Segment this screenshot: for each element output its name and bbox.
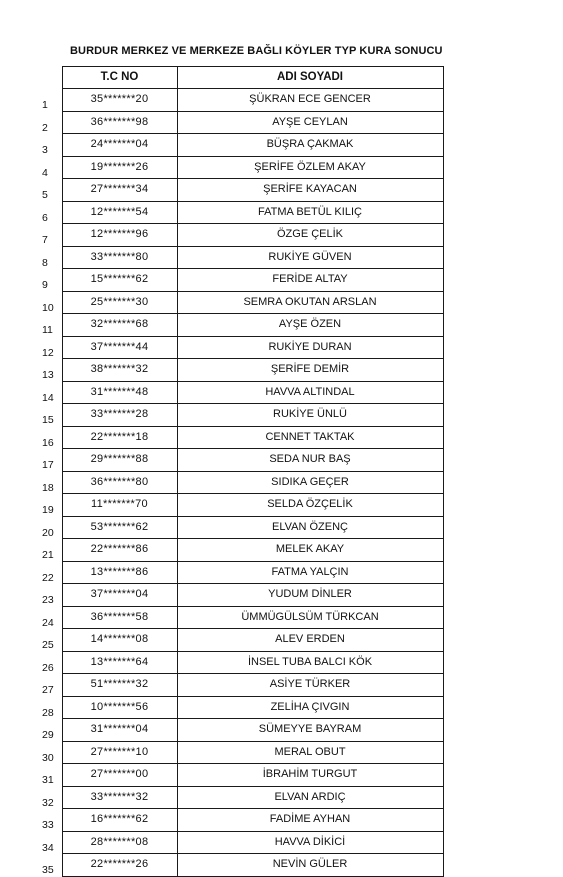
table-row	[41, 201, 443, 224]
table-row	[41, 696, 443, 719]
tc-no-cell: 22*******86	[62, 539, 177, 562]
name-cell: MELEK AKAY	[177, 539, 443, 562]
table-row	[41, 539, 443, 562]
table-body	[41, 89, 443, 877]
row-number: 29	[42, 729, 54, 741]
results-table	[41, 66, 444, 877]
tc-no-cell: 13*******86	[62, 561, 177, 584]
row-number: 11	[42, 324, 53, 336]
tc-no-cell: 12*******54	[62, 201, 177, 224]
name-cell: RUKİYE DURAN	[177, 336, 443, 359]
row-number: 23	[42, 594, 54, 606]
tc-no-cell: 51*******32	[62, 674, 177, 697]
tc-no-cell: 22*******26	[62, 854, 177, 877]
row-number: 22	[42, 571, 54, 584]
row-number: 33	[42, 819, 54, 831]
tc-no-cell: 36*******98	[62, 111, 177, 134]
row-number: 28	[42, 706, 54, 719]
row-number: 31	[42, 774, 54, 786]
tc-no-header: T.C NO	[62, 67, 177, 89]
tc-no-cell: 29*******88	[62, 449, 177, 472]
tc-no-cell: 10*******56	[62, 696, 177, 719]
row-number: 19	[42, 504, 54, 516]
table-header	[41, 67, 443, 89]
tc-no-cell: 15*******62	[62, 269, 177, 292]
tc-no-cell: 16*******62	[62, 809, 177, 832]
table-row	[41, 314, 443, 337]
tc-no-cell: 27*******34	[62, 179, 177, 202]
name-cell: FATMA YALÇIN	[177, 561, 443, 584]
table-row	[41, 719, 443, 742]
name-cell: İBRAHİM TURGUT	[177, 764, 443, 787]
name-cell: ALEV ERDEN	[177, 629, 443, 652]
tc-no-cell: 24*******04	[62, 134, 177, 157]
table-row	[41, 336, 443, 359]
name-cell: ASİYE TÜRKER	[177, 674, 443, 697]
name-cell: ŞERİFE KAYACAN	[177, 179, 443, 202]
tc-no-cell: 27*******00	[62, 764, 177, 787]
name-cell: ZELİHA ÇIVGIN	[177, 696, 443, 719]
name-cell: RUKİYE GÜVEN	[177, 246, 443, 269]
row-number: 8	[42, 256, 48, 269]
row-number: 10	[42, 301, 54, 314]
row-number: 14	[42, 391, 54, 404]
row-number: 26	[42, 661, 54, 674]
row-number: 35	[42, 864, 54, 876]
table-row	[41, 516, 443, 539]
row-number: 27	[42, 684, 54, 696]
table-row	[41, 449, 443, 472]
tc-no-cell: 53*******62	[62, 516, 177, 539]
tc-no-cell: 37*******44	[62, 336, 177, 359]
tc-no-cell: 33*******80	[62, 246, 177, 269]
table-row	[41, 786, 443, 809]
table-row	[41, 651, 443, 674]
row-number: 16	[42, 436, 54, 449]
name-cell: MERAL OBUT	[177, 741, 443, 764]
tc-no-cell: 13*******64	[62, 651, 177, 674]
tc-no-cell: 22*******18	[62, 426, 177, 449]
row-number: 24	[42, 616, 54, 629]
table-row	[41, 179, 443, 202]
row-number: 34	[42, 841, 54, 854]
row-number: 20	[42, 526, 54, 539]
name-cell: YUDUM DİNLER	[177, 584, 443, 607]
table-row	[41, 246, 443, 269]
table-row	[41, 291, 443, 314]
tc-no-cell: 36*******58	[62, 606, 177, 629]
tc-no-cell: 28*******08	[62, 831, 177, 854]
tc-no-cell: 33*******32	[62, 786, 177, 809]
name-cell: AYŞE ÖZEN	[177, 314, 443, 337]
table-row	[41, 404, 443, 427]
name-cell: FADİME AYHAN	[177, 809, 443, 832]
table-row	[41, 134, 443, 157]
results-table-container	[41, 66, 444, 877]
name-header: ADI SOYADI	[177, 67, 443, 89]
row-number: 32	[42, 796, 54, 809]
table-row	[41, 89, 443, 112]
row-number: 1	[42, 99, 48, 111]
row-number: 7	[42, 234, 48, 246]
tc-no-cell: 33*******28	[62, 404, 177, 427]
row-number: 21	[42, 549, 54, 561]
tc-no-cell: 19*******26	[62, 156, 177, 179]
row-number: 4	[42, 166, 48, 179]
table-row	[41, 854, 443, 877]
name-cell: ELVAN ARDIÇ	[177, 786, 443, 809]
name-cell: ŞERİFE DEMİR	[177, 359, 443, 382]
name-cell: ÜMMÜGÜLSÜM TÜRKCAN	[177, 606, 443, 629]
name-cell: SIDIKA GEÇER	[177, 471, 443, 494]
row-number: 15	[42, 414, 54, 426]
tc-no-cell: 12*******96	[62, 224, 177, 247]
tc-no-cell: 11*******70	[62, 494, 177, 517]
name-cell: ŞERİFE ÖZLEM AKAY	[177, 156, 443, 179]
document-title: BURDUR MERKEZ VE MERKEZE BAĞLI KÖYLER TYP KURA SONUCU	[70, 45, 443, 57]
tc-no-cell: 37*******04	[62, 584, 177, 607]
row-number-header	[41, 67, 62, 89]
tc-no-cell: 38*******32	[62, 359, 177, 382]
name-cell: SEDA NUR BAŞ	[177, 449, 443, 472]
table-row	[41, 764, 443, 787]
table-row	[41, 606, 443, 629]
table-row	[41, 831, 443, 854]
name-cell: BÜŞRA ÇAKMAK	[177, 134, 443, 157]
header-row	[41, 67, 443, 89]
table-row	[41, 471, 443, 494]
table-row	[41, 674, 443, 697]
name-cell: FATMA BETÜL KILIÇ	[177, 201, 443, 224]
table-row	[41, 426, 443, 449]
table-row	[41, 269, 443, 292]
row-number: 9	[42, 279, 48, 291]
name-cell: SÜMEYYE BAYRAM	[177, 719, 443, 742]
row-number: 13	[42, 369, 54, 381]
table-row	[41, 561, 443, 584]
tc-no-cell: 31*******48	[62, 381, 177, 404]
row-number: 2	[42, 121, 48, 134]
row-number: 17	[42, 459, 54, 471]
row-number: 5	[42, 189, 48, 201]
table-row	[41, 584, 443, 607]
name-cell: ÖZGE ÇELİK	[177, 224, 443, 247]
row-number: 18	[42, 481, 54, 494]
name-cell: RUKİYE ÜNLÜ	[177, 404, 443, 427]
row-number: 6	[42, 211, 48, 224]
name-cell: FERİDE ALTAY	[177, 269, 443, 292]
row-number: 12	[42, 346, 54, 359]
tc-no-cell: 14*******08	[62, 629, 177, 652]
table-row	[41, 809, 443, 832]
name-cell: NEVİN GÜLER	[177, 854, 443, 877]
table-row	[41, 224, 443, 247]
table-row	[41, 156, 443, 179]
tc-no-cell: 36*******80	[62, 471, 177, 494]
tc-no-cell: 32*******68	[62, 314, 177, 337]
tc-no-cell: 35*******20	[62, 89, 177, 112]
tc-no-cell: 25*******30	[62, 291, 177, 314]
name-cell: ELVAN ÖZENÇ	[177, 516, 443, 539]
table-row	[41, 359, 443, 382]
name-cell: ŞÜKRAN ECE GENCER	[177, 89, 443, 112]
name-cell: İNSEL TUBA BALCI KÖK	[177, 651, 443, 674]
row-number: 3	[42, 144, 48, 156]
name-cell: HAVVA DİKİCİ	[177, 831, 443, 854]
tc-no-cell: 31*******04	[62, 719, 177, 742]
table-row	[41, 381, 443, 404]
name-cell: CENNET TAKTAK	[177, 426, 443, 449]
name-cell: SELDA ÖZÇELİK	[177, 494, 443, 517]
tc-no-cell: 27*******10	[62, 741, 177, 764]
table-row	[41, 494, 443, 517]
name-cell: AYŞE CEYLAN	[177, 111, 443, 134]
row-number: 30	[42, 751, 54, 764]
name-cell: HAVVA ALTINDAL	[177, 381, 443, 404]
table-row	[41, 629, 443, 652]
name-cell: SEMRA OKUTAN ARSLAN	[177, 291, 443, 314]
row-number: 25	[42, 639, 54, 651]
table-row	[41, 741, 443, 764]
table-row	[41, 111, 443, 134]
